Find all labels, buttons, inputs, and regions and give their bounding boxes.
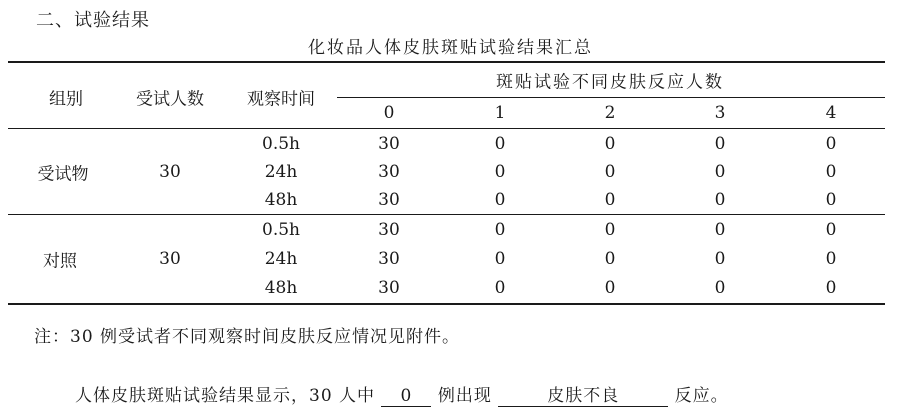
row-value: 0 bbox=[714, 162, 726, 182]
header-time: 观察时间 bbox=[247, 89, 315, 110]
row-value: 0 bbox=[604, 190, 616, 210]
row-value: 0 bbox=[714, 249, 726, 269]
row-value: 30 bbox=[378, 249, 400, 269]
table-footnote: 注：30 例受试者不同观察时间皮肤反应情况见附件。 bbox=[34, 327, 461, 347]
conclusion-middle: 例出现 bbox=[437, 386, 492, 406]
row-value: 0 bbox=[604, 249, 616, 269]
section-heading: 二、试验结果 bbox=[36, 10, 150, 31]
conclusion-prefix: 人体皮肤斑贴试验结果显示，30 人中 bbox=[75, 386, 376, 406]
row-value: 0 bbox=[494, 220, 506, 240]
header-level: 4 bbox=[825, 103, 837, 123]
row-value: 30 bbox=[378, 162, 400, 182]
row-value: 0 bbox=[494, 134, 506, 154]
header-reaction-group: 斑贴试验不同皮肤反应人数 bbox=[496, 72, 724, 93]
row-value: 0 bbox=[714, 278, 726, 298]
row-value: 0 bbox=[714, 190, 726, 210]
header-level: 1 bbox=[494, 103, 506, 123]
row-value: 0 bbox=[825, 190, 837, 210]
row-time: 0.5h bbox=[262, 134, 300, 154]
conclusion-sentence bbox=[75, 381, 729, 407]
row-value: 0 bbox=[604, 220, 616, 240]
row-value: 30 bbox=[378, 190, 400, 210]
header-group: 组别 bbox=[49, 89, 83, 110]
row-value: 0 bbox=[494, 249, 506, 269]
header-level: 0 bbox=[383, 103, 395, 123]
group-subjects: 30 bbox=[159, 162, 181, 182]
table-caption: 化妆品人体皮肤斑贴试验结果汇总 bbox=[308, 38, 593, 58]
group-separator-rule bbox=[8, 214, 885, 215]
row-value: 0 bbox=[604, 162, 616, 182]
table-bottom-rule bbox=[8, 303, 885, 305]
row-value: 30 bbox=[378, 134, 400, 154]
row-value: 0 bbox=[825, 249, 837, 269]
row-value: 0 bbox=[604, 278, 616, 298]
row-value: 0 bbox=[494, 190, 506, 210]
row-time: 48h bbox=[264, 190, 298, 210]
header-subjects: 受试人数 bbox=[136, 89, 204, 110]
table-top-rule bbox=[8, 61, 885, 63]
row-value: 0 bbox=[825, 162, 837, 182]
row-value: 0 bbox=[825, 134, 837, 154]
row-value: 0 bbox=[825, 220, 837, 240]
row-value: 0 bbox=[714, 134, 726, 154]
reaction-header-rule bbox=[337, 97, 885, 98]
row-value: 30 bbox=[378, 278, 400, 298]
group-subjects: 30 bbox=[159, 249, 181, 269]
row-value: 0 bbox=[714, 220, 726, 240]
reaction-count-blank: 0 bbox=[381, 386, 431, 407]
group-name: 受试物 bbox=[37, 164, 89, 185]
row-value: 0 bbox=[604, 134, 616, 154]
row-time: 48h bbox=[264, 278, 298, 298]
reaction-type-blank: 皮肤不良 bbox=[498, 386, 668, 407]
row-value: 30 bbox=[378, 220, 400, 240]
row-value: 0 bbox=[825, 278, 837, 298]
row-time: 0.5h bbox=[262, 220, 300, 240]
row-time: 24h bbox=[264, 249, 298, 269]
conclusion-suffix: 反应。 bbox=[674, 386, 729, 406]
row-time: 24h bbox=[264, 162, 298, 182]
group-name: 对照 bbox=[43, 251, 77, 272]
row-value: 0 bbox=[494, 278, 506, 298]
row-value: 0 bbox=[494, 162, 506, 182]
header-bottom-rule bbox=[8, 128, 885, 129]
header-level: 2 bbox=[604, 103, 616, 123]
header-level: 3 bbox=[714, 103, 726, 123]
